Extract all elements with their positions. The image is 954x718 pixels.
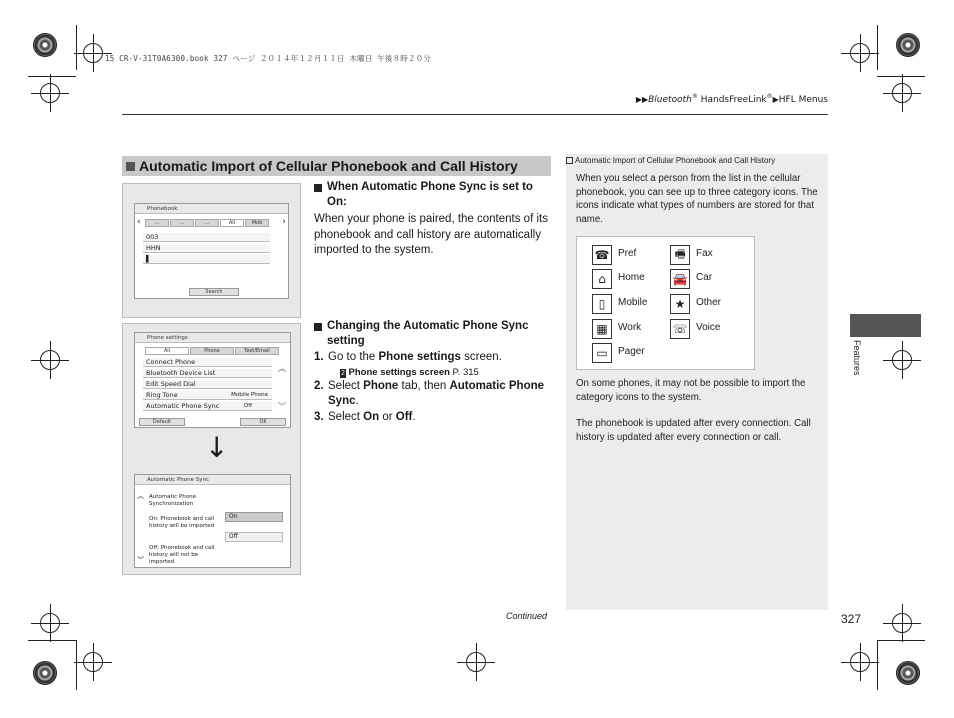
phone-settings-screen xyxy=(134,332,291,428)
scroll-up-icon[interactable]: ︽ xyxy=(137,492,144,500)
sync-description-2: On: Phonebook and call history will be imported xyxy=(149,516,215,529)
registration-mark xyxy=(83,43,103,63)
registration-mark xyxy=(892,613,912,633)
when-sync-heading: When Automatic Phone Sync is set to On: xyxy=(327,181,533,208)
print-disc-mark xyxy=(33,661,57,685)
breadcrumb: ▶▶Bluetooth® HandsFreeLink®▶HFL Menus xyxy=(635,93,828,105)
registration-mark xyxy=(40,613,60,633)
bullet-square-icon xyxy=(314,184,322,192)
registration-mark xyxy=(850,652,870,672)
phonebook-tab-mob[interactable]: Mob xyxy=(245,219,269,227)
list-item[interactable]: HHN xyxy=(143,244,270,253)
car-icon: 🚘 xyxy=(670,269,690,289)
sync-value: Off xyxy=(243,403,252,409)
settings-row-edit-speed-dial[interactable]: Edit Speed Dial xyxy=(143,380,272,389)
ok-button[interactable]: OK xyxy=(240,418,286,426)
sync-description-3: Off: Phonebook and call history will not be imported. xyxy=(149,545,215,565)
note-icon xyxy=(566,157,573,164)
icon-label-pref: Pref xyxy=(618,248,637,259)
phone-settings-screenshot-frame xyxy=(122,323,301,575)
continued-label: Continued xyxy=(506,611,548,621)
registration-mark xyxy=(40,83,60,103)
registration-mark xyxy=(40,350,60,370)
phonebook-tabs xyxy=(145,219,269,227)
icon-label-voice: Voice xyxy=(696,322,721,333)
phonebook-tab-all[interactable]: All xyxy=(220,219,244,227)
reference-link[interactable]: 2 Phone settings screen P. 315 xyxy=(341,366,479,378)
section-title: Automatic Import of Cellular Phonebook and Call History xyxy=(139,158,518,174)
side-title: Automatic Import of Cellular Phonebook and Call History xyxy=(575,156,776,165)
scroll-up-icon[interactable]: ︽ xyxy=(278,364,286,373)
page-number: 327 xyxy=(841,612,862,626)
step-2: 2. Select Phone tab, then Automatic Phone Sync. xyxy=(314,379,545,407)
phonebook-screen xyxy=(134,203,289,299)
phone-settings-title: Phone settings xyxy=(135,333,290,343)
icon-label-work: Work xyxy=(618,322,642,333)
star-icon: ★ xyxy=(670,294,690,314)
icon-label-car: Car xyxy=(696,272,713,283)
settings-row-connect-phone[interactable]: Connect Phone xyxy=(143,358,272,367)
registration-mark xyxy=(892,83,912,103)
sync-screen-title: Automatic Phone Sync xyxy=(135,475,290,485)
list-item[interactable]: 003 xyxy=(143,233,270,242)
side-note-2: The phonebook is updated after every connection. Call history is updated after every connection or call. xyxy=(576,418,811,443)
phone-settings-link: Phone settings xyxy=(378,351,461,363)
phonebook-tab[interactable]: ... xyxy=(145,219,169,227)
breadcrumb-arrow: ▶▶ xyxy=(635,95,649,104)
sync-description-1: Automatic Phone Synchronization xyxy=(149,494,196,507)
print-meta: 15 CR-V-31T0A6300.book 327 ページ ２０１４年１２月１１日 木曜日 午後８時２０分 xyxy=(105,54,432,63)
tab-phone[interactable]: Phone xyxy=(190,347,234,355)
phonebook-title: Phonebook xyxy=(135,204,288,214)
side-note-panel xyxy=(566,154,828,610)
icon-label-pager: Pager xyxy=(618,346,645,357)
registration-mark xyxy=(466,652,486,672)
icon-label-fax: Fax xyxy=(696,248,713,259)
changing-heading: Changing the Automatic Phone Sync setting xyxy=(327,320,529,347)
automatic-phone-sync-screen xyxy=(134,474,291,568)
fax-icon: 🖷 xyxy=(670,245,690,265)
step-3: 3. Select On or Off. xyxy=(314,410,416,423)
print-disc-mark xyxy=(896,33,920,57)
settings-row-automatic-phone-sync[interactable]: Automatic Phone Sync Off xyxy=(143,402,272,411)
mobile-icon: ▯ xyxy=(592,294,612,314)
section-title-bar xyxy=(122,156,551,176)
breadcrumb-hfl-menus[interactable]: HFL Menus xyxy=(778,95,828,105)
side-note-1: On some phones, it may not be possible to import the category icons to the system. xyxy=(576,378,806,403)
section-square-icon xyxy=(126,162,135,171)
home-icon: ⌂ xyxy=(592,269,612,289)
settings-row-bluetooth-device-list[interactable]: Bluetooth Device List xyxy=(143,369,272,378)
phone-icon: ☎ xyxy=(592,245,612,265)
down-arrow-icon: ↓ xyxy=(205,431,229,464)
building-icon: ▦ xyxy=(592,319,612,339)
step-1: 1. Go to the Phone settings screen. xyxy=(314,351,502,363)
side-intro: When you select a person from the list in the cellular phonebook, you can see up to three category icons. The icons indicate what types of numbers are stored for that name. xyxy=(576,173,818,225)
print-disc-mark xyxy=(33,33,57,57)
phonebook-tab[interactable]: ... xyxy=(195,219,219,227)
phonebook-tab[interactable]: ... xyxy=(170,219,194,227)
icon-label-home: Home xyxy=(618,272,645,283)
default-button[interactable]: Default xyxy=(139,418,185,426)
breadcrumb-bluetooth[interactable]: Bluetooth xyxy=(648,95,692,105)
ring-tone-value: Mobile Phone xyxy=(231,392,268,398)
scroll-down-icon[interactable]: ︾ xyxy=(137,556,144,564)
registration-mark xyxy=(850,43,870,63)
features-label: Features xyxy=(852,340,862,376)
registration-mark xyxy=(892,350,912,370)
phonebook-screenshot-frame xyxy=(122,183,301,318)
when-sync-block xyxy=(314,180,552,259)
tab-all[interactable]: All xyxy=(145,347,189,355)
chevron-right-icon[interactable]: › xyxy=(282,217,286,227)
sync-option-on[interactable]: On xyxy=(225,512,283,522)
print-disc-mark xyxy=(896,661,920,685)
header-rule xyxy=(122,114,828,115)
changing-sync-block xyxy=(314,319,554,425)
list-item[interactable]: ▌ xyxy=(143,255,270,264)
phone-settings-tabs xyxy=(145,347,279,355)
bullet-square-icon xyxy=(314,323,322,331)
breadcrumb-handsfreelink[interactable]: HandsFreeLink xyxy=(700,95,767,105)
icon-label-mobile: Mobile xyxy=(618,297,648,308)
tab-text-email[interactable]: Text/Email xyxy=(235,347,279,355)
features-tab[interactable] xyxy=(850,314,921,337)
reference-arrow-icon: 2 xyxy=(341,369,345,377)
chevron-left-icon[interactable]: ‹ xyxy=(137,217,141,227)
search-button[interactable]: Search xyxy=(189,288,239,296)
icon-label-other: Other xyxy=(696,297,722,308)
voice-icon: ☏ xyxy=(670,319,690,339)
registration-mark xyxy=(83,652,103,672)
pager-icon: ▭ xyxy=(592,343,612,363)
scroll-down-icon[interactable]: ︾ xyxy=(278,402,286,411)
sync-option-off[interactable]: Off xyxy=(225,532,283,542)
category-icons-box xyxy=(576,236,755,370)
settings-row-ring-tone[interactable]: Ring Tone Mobile Phone xyxy=(143,391,272,400)
when-sync-body: When your phone is paired, the contents of its phonebook and call history are automatically imported to the system. xyxy=(314,213,548,256)
